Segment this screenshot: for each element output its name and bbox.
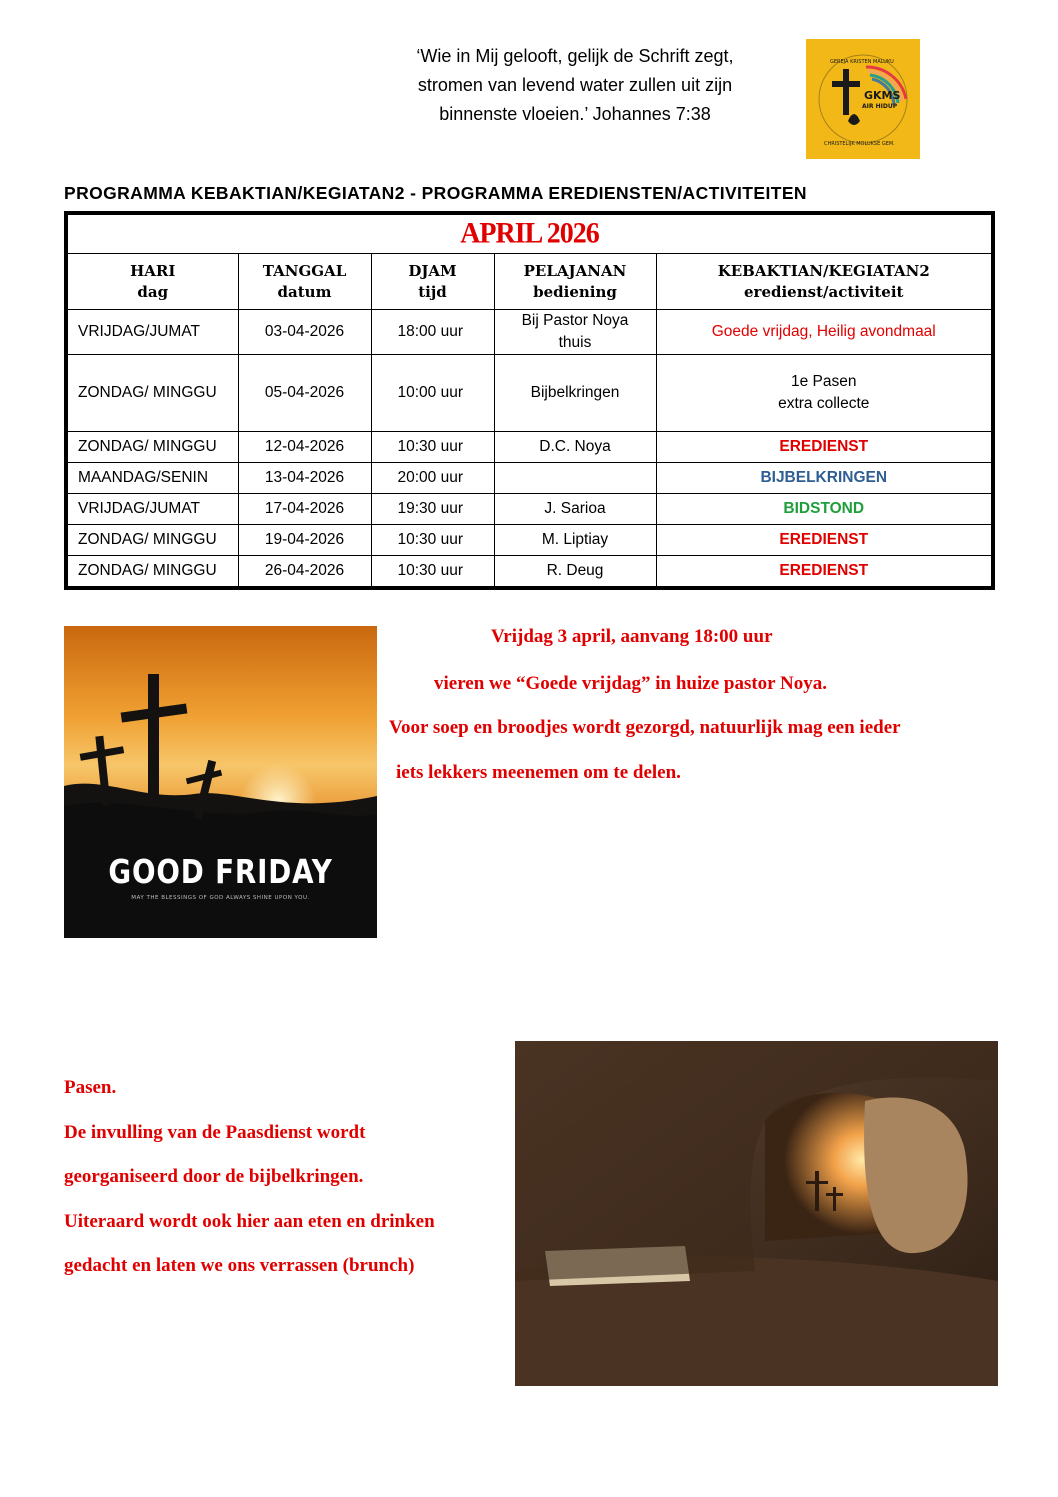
header-service: KEBAKTIAN/KEGIATAN2 eredienst/activiteit xyxy=(656,254,993,310)
cell-day: VRIJDAG/JUMAT xyxy=(66,494,238,525)
cell-day: VRIJDAG/JUMAT xyxy=(66,310,238,355)
cell-service: BIJBELKRINGEN xyxy=(656,463,993,494)
cell-ministry: Bij Pastor Noya thuis xyxy=(494,310,656,355)
header-time: DJAM tijd xyxy=(371,254,494,310)
cell-date: 13-04-2026 xyxy=(238,463,371,494)
cell-service: EREDIENST xyxy=(656,556,993,589)
cell-date: 03-04-2026 xyxy=(238,310,371,355)
cell-day: MAANDAG/SENIN xyxy=(66,463,238,494)
cell-time: 10:30 uur xyxy=(371,432,494,463)
month-title: APRIL 2026 xyxy=(66,212,993,255)
announcement-line: Uiteraard wordt ook hier aan eten en drinken xyxy=(64,1210,435,1232)
cell-ministry xyxy=(494,463,656,494)
cell-service: 1e Pasen extra collecte xyxy=(656,355,993,432)
table-row xyxy=(66,432,993,463)
good-friday-image xyxy=(64,626,377,938)
header-day: HARI dag xyxy=(66,254,238,310)
empty-tomb-image xyxy=(515,1041,998,1386)
cell-service: EREDIENST xyxy=(656,525,993,556)
svg-text:CHRISTELIJK MOLUKSE GEM.: CHRISTELIJK MOLUKSE GEM. xyxy=(824,141,895,147)
cell-ministry: M. Liptiay xyxy=(494,525,656,556)
announcement-line: gedacht en laten we ons verrassen (brunch) xyxy=(64,1255,415,1276)
table-row xyxy=(66,525,993,556)
cell-date: 12-04-2026 xyxy=(238,432,371,463)
cell-day: ZONDAG/ MINGGU xyxy=(66,432,238,463)
church-logo xyxy=(806,39,920,159)
cell-service: Goede vrijdag, Heilig avondmaal xyxy=(656,310,993,355)
quote-line: binnenste vloeien.’ Johannes 7:38 xyxy=(439,104,711,124)
cell-ministry: J. Sarioa xyxy=(494,494,656,525)
cell-date: 17-04-2026 xyxy=(238,494,371,525)
cell-day: ZONDAG/ MINGGU xyxy=(66,556,238,589)
cell-time: 10:30 uur xyxy=(371,556,494,589)
good-friday-image-title: GOOD FRIDAY xyxy=(108,852,333,891)
announcement-line: Vrijdag 3 april, aanvang 18:00 uur xyxy=(491,626,773,647)
cell-ministry: D.C. Noya xyxy=(494,432,656,463)
table-row xyxy=(66,463,993,494)
cell-date: 19-04-2026 xyxy=(238,525,371,556)
table-row xyxy=(66,556,993,589)
header-ministry: PELAJANAN bediening xyxy=(494,254,656,310)
announcement-line: georganiseerd door de bijbelkringen. xyxy=(64,1166,364,1187)
table-row xyxy=(66,355,993,432)
bible-quote xyxy=(380,42,770,129)
good-friday-image-subtitle: MAY THE BLESSINGS OF GOD ALWAYS SHINE UPON YOU. xyxy=(131,895,310,901)
cell-time: 19:30 uur xyxy=(371,494,494,525)
cell-ministry: R. Deug xyxy=(494,556,656,589)
cell-time: 20:00 uur xyxy=(371,463,494,494)
cell-time: 18:00 uur xyxy=(371,310,494,355)
empty-tomb-illustration xyxy=(515,1041,998,1386)
table-header xyxy=(66,254,993,310)
announcement-line: vieren we “Goede vrijdag” in huize pastor Noya. xyxy=(434,673,827,694)
cell-service: BIDSTOND xyxy=(656,494,993,525)
header-date: TANGGAL datum xyxy=(238,254,371,310)
cell-time: 10:00 uur xyxy=(371,355,494,432)
table-row xyxy=(66,310,993,355)
easter-announcement xyxy=(64,1072,504,1295)
logo-name: GKMS xyxy=(864,89,901,102)
announcement-line: De invulling van de Paasdienst wordt xyxy=(64,1121,366,1143)
cell-day: ZONDAG/ MINGGU xyxy=(66,355,238,432)
quote-line: ‘Wie in Mij gelooft, gelijk de Schrift zegt, xyxy=(416,46,734,66)
announcement-line: Pasen. xyxy=(64,1077,117,1098)
announcement-line: Voor soep en broodjes wordt gezorgd, natuurlijk mag een ieder xyxy=(389,717,901,738)
schedule-table xyxy=(64,211,995,590)
cell-day: ZONDAG/ MINGGU xyxy=(66,525,238,556)
cell-date: 05-04-2026 xyxy=(238,355,371,432)
program-title: PROGRAMMA KEBAKTIAN/KEGIATAN2 - PROGRAMMA EREDIENSTEN/ACTIVITEITEN xyxy=(64,183,807,203)
logo-emblem xyxy=(806,39,920,159)
cell-date: 26-04-2026 xyxy=(238,556,371,589)
cell-ministry: Bijbelkringen xyxy=(494,355,656,432)
table-row xyxy=(66,494,993,525)
cell-time: 10:30 uur xyxy=(371,525,494,556)
logo-subtitle: AIR HIDUP xyxy=(862,103,898,110)
quote-line: stromen van levend water zullen uit zijn xyxy=(417,75,733,95)
svg-text:GEREJA KRISTEN MALUKU: GEREJA KRISTEN MALUKU xyxy=(830,59,894,65)
crosses-sunset-illustration xyxy=(64,626,377,938)
cell-service: EREDIENST xyxy=(656,432,993,463)
announcement-line: iets lekkers meenemen om te delen. xyxy=(396,762,681,783)
